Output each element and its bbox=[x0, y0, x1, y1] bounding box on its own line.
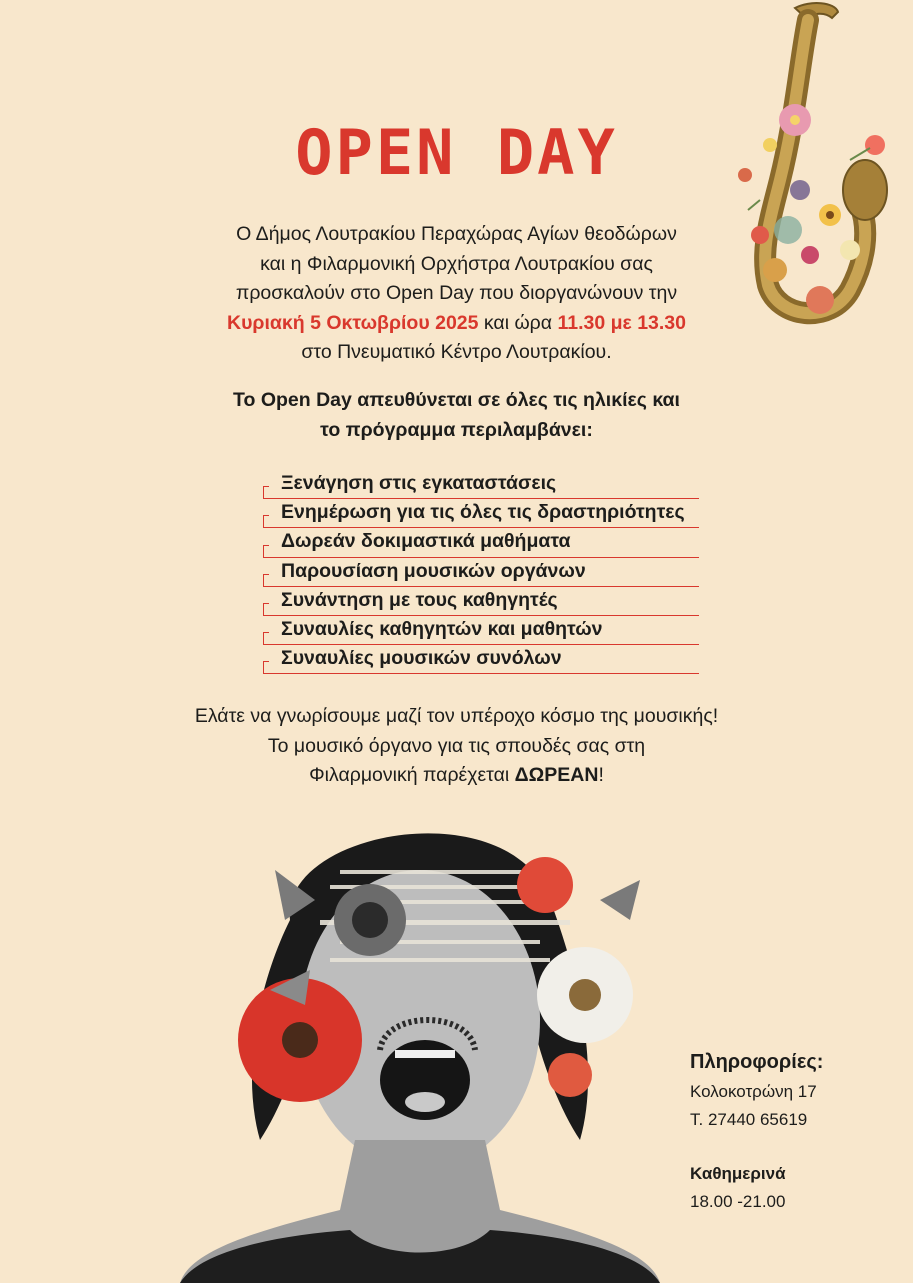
program-item bbox=[263, 499, 703, 528]
info-heading: Πληροφορίες: bbox=[690, 1051, 824, 1073]
intro-line: στο Πνευματικό Κέντρο Λουτρακίου. bbox=[301, 341, 612, 363]
info-phone[interactable]: Τ. 27440 65619 bbox=[690, 1110, 808, 1129]
program-item bbox=[263, 558, 703, 587]
hours-heading: Καθημερινά bbox=[690, 1164, 786, 1183]
program-item-label: Συναυλίες μουσικών συνόλων bbox=[281, 647, 562, 670]
program-item bbox=[263, 528, 703, 557]
program-list bbox=[263, 470, 703, 674]
program-item bbox=[263, 645, 703, 674]
closing-prefix: Φιλαρμονική παρέχεται bbox=[309, 764, 515, 786]
program-item-label: Συνάντηση με τους καθηγητές bbox=[281, 588, 558, 611]
woman-collage-illustration bbox=[180, 810, 660, 1283]
program-item bbox=[263, 587, 703, 616]
event-date: Κυριακή 5 Οκτωβρίου 2025 bbox=[227, 311, 479, 334]
program-item-label: Δωρεάν δοκιμαστικά μαθήματα bbox=[281, 530, 571, 553]
closing-line: Το μουσικό όργανο για τις σπουδές σας στη bbox=[267, 734, 646, 757]
info-panel bbox=[690, 1048, 890, 1216]
program-item-label: Παρουσίαση μουσικών οργάνων bbox=[281, 559, 586, 582]
closing-text bbox=[120, 702, 793, 791]
event-time: 11.30 με 13.30 bbox=[557, 311, 686, 334]
closing-suffix: ! bbox=[598, 764, 604, 786]
page-title: OPEN DAY bbox=[295, 116, 618, 189]
program-item-label: Συναυλίες καθηγητών και μαθητών bbox=[281, 617, 603, 640]
audience-line: το πρόγραμμα περιλαμβάνει: bbox=[320, 418, 593, 441]
intro-line: και η Φιλαρμονική Ορχήστρα Λουτρακίου σας bbox=[260, 252, 653, 275]
time-connector: και ώρα bbox=[478, 311, 558, 334]
intro-line: προσκαλούν στο Open Day που διοργανώνουν την bbox=[235, 282, 678, 304]
hours-value: 18.00 -21.00 bbox=[690, 1192, 786, 1211]
intro-text bbox=[140, 220, 773, 368]
free-label: ΔΩΡΕΑΝ bbox=[514, 764, 599, 786]
program-item bbox=[263, 616, 703, 645]
program-item-label: Ξενάγηση στις εγκαταστάσεις bbox=[281, 472, 557, 494]
program-item-label: Ενημέρωση για τις όλες τις δραστηριότητες bbox=[281, 501, 685, 524]
intro-line: Ο Δήμος Λουτρακίου Περαχώρας Αγίων θεοδώρων bbox=[236, 223, 677, 245]
closing-line: Ελάτε να γνωρίσουμε μαζί τον υπέροχο κόσμο της μουσικής! bbox=[194, 705, 719, 727]
audience-line: Το Open Day απευθύνεται σε όλες τις ηλικίες και bbox=[233, 389, 680, 411]
intro-date-line bbox=[140, 309, 773, 339]
info-address: Κολοκοτρώνη 17 bbox=[690, 1082, 817, 1101]
closing-line bbox=[120, 761, 793, 791]
audience-text bbox=[140, 386, 773, 445]
program-item bbox=[263, 470, 703, 499]
